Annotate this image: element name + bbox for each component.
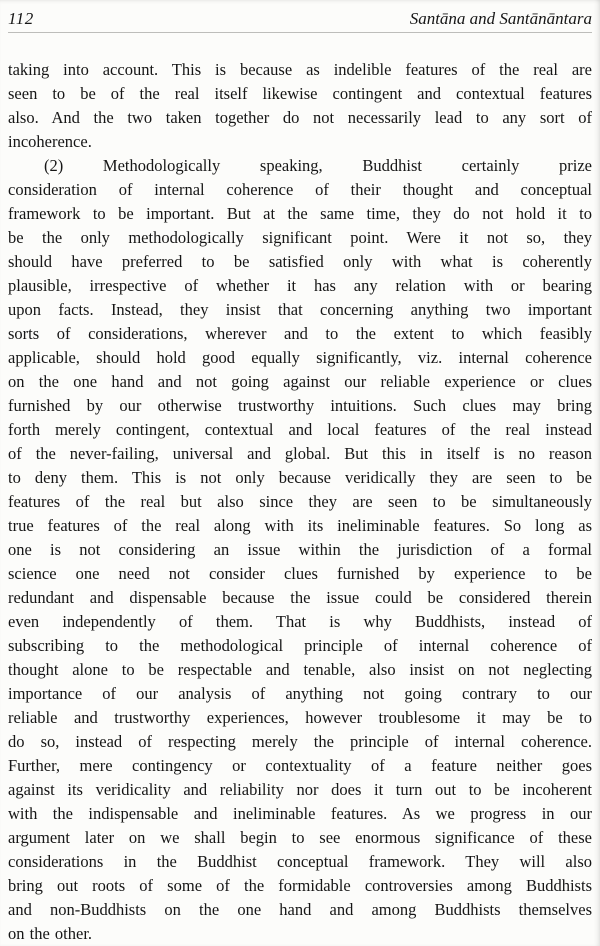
body-text-line: sorts of considerations, wherever and to the extent to which feasibly: [8, 324, 592, 343]
body-text-line: be the only methodologically significant point. Were it not so, they: [8, 228, 592, 247]
body-text-line: consideration of internal coherence of their thought and conceptual: [8, 180, 592, 199]
body-text-line: against its veridicality and reliability nor does it turn out to be incoherent: [8, 780, 592, 799]
body-text-line: reliable and trustworthy experiences, however troublesome it may be to: [8, 708, 592, 727]
body-text-line: on the other.: [8, 924, 93, 943]
body-text-line: of the never-failing, universal and global. But this in itself is no reason: [8, 444, 592, 463]
body-text-line: upon facts. Instead, they insist that concerning anything two important: [8, 300, 592, 319]
body-text-line: plausible, irrespective of whether it has any relation with or bearing: [8, 276, 592, 295]
body-text-line: bring out roots of some of the formidable controversies among Buddhists: [8, 876, 592, 895]
running-title: Santāna and Santānāntara: [409, 9, 592, 28]
body-text-line: thought alone to be respectable and tenable, also insist on not neglecting: [8, 660, 592, 679]
body-text-line: science one need not consider clues furnished by experience to be: [8, 564, 592, 583]
body-text-line: Further, mere contingency or contextuality of a feature neither goes: [8, 756, 592, 775]
body-text-line: framework to be important. But at the same time, they do not hold it to: [8, 204, 592, 223]
body-text-line: incoherence.: [8, 132, 92, 151]
body-text-line: (2) Methodologically speaking, Buddhist certainly prize: [44, 156, 592, 175]
body-text-line: features of the real but also since they are seen to be simultaneously: [8, 492, 592, 511]
body-text-line: argument later on we shall begin to see enormous significance of these: [8, 828, 592, 847]
body-text-line: applicable, should hold good equally significantly, viz. internal coherence: [8, 348, 592, 367]
body-text-line: with the indispensable and ineliminable features. As we progress in our: [8, 804, 592, 823]
body-text-line: importance of our analysis of anything not going contrary to our: [8, 684, 592, 703]
body-text-line: forth merely contingent, contextual and local features of the real instead: [8, 420, 592, 439]
body-text-line: to deny them. This is not only because veridically they are seen to be: [8, 468, 592, 487]
running-head: [8, 9, 592, 33]
body-text-line: on the one hand and not going against our reliable experience or clues: [8, 372, 592, 391]
body-text-line: should have preferred to be satisfied only with what is coherently: [8, 252, 592, 271]
body-text-line: true features of the real along with its ineliminable features. So long as: [8, 516, 592, 535]
body-text-line: redundant and dispensable because the issue could be considered therein: [8, 588, 592, 607]
body-text-line: and non-Buddhists on the one hand and among Buddhists themselves: [8, 900, 592, 919]
body-text-line: seen to be of the real itself likewise contingent and contextual features: [8, 84, 592, 103]
body-text-line: even independently of them. That is why Buddhists, instead of: [8, 612, 592, 631]
page-number: 112: [8, 9, 34, 28]
body-text-line: taking into account. This is because as indelible features of the real are: [8, 60, 592, 79]
body-text-line: one is not considering an issue within the jurisdiction of a formal: [8, 540, 592, 559]
body-text-line: furnished by our otherwise trustworthy intuitions. Such clues may bring: [8, 396, 592, 415]
page-body: [8, 58, 592, 946]
body-text-line: considerations in the Buddhist conceptual framework. They will also: [8, 852, 592, 871]
body-text-line: do so, instead of respecting merely the principle of internal coherence.: [8, 732, 592, 751]
body-text-line: subscribing to the methodological principle of internal coherence of: [8, 636, 592, 655]
body-text-line: also. And the two taken together do not necessarily lead to any sort of: [8, 108, 592, 127]
